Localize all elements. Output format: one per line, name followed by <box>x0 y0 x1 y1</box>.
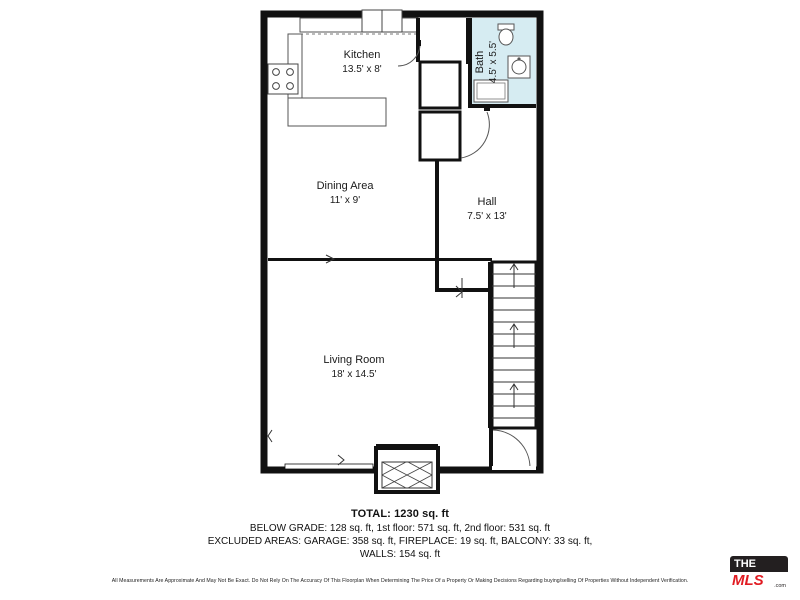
stair-wall-left <box>488 262 492 428</box>
logo-top-bar <box>730 556 788 573</box>
label-kitchen-name: Kitchen <box>343 49 381 61</box>
total-sqft: TOTAL: 1230 sq. ft <box>351 508 449 520</box>
staircase <box>488 262 536 428</box>
window-living-south <box>285 464 373 469</box>
entry-threshold <box>492 466 536 470</box>
half-wall-horizontal <box>268 258 436 261</box>
closet-upper <box>420 62 460 108</box>
half-wall-horizontal-right <box>434 258 492 261</box>
fireplace-bay <box>376 444 438 492</box>
wall-hall-bottom <box>435 288 495 292</box>
logo-dotcom-text: .com <box>774 583 786 589</box>
toilet-fixture <box>498 24 514 45</box>
range-fixture <box>268 64 298 94</box>
label-hall-name: Hall <box>477 196 497 208</box>
wall-dining-hall <box>435 160 439 292</box>
label-living-dim: 18' x 14.5' <box>331 369 377 380</box>
logo-bottom-bar <box>730 572 788 590</box>
excluded-areas-line: EXCLUDED AREAS: GARAGE: 358 sq. ft, FIREPLACE: 19 sq. ft, BALCONY: 33 sq. ft, <box>207 536 593 547</box>
fireplace-top-wall <box>376 444 438 449</box>
bath-wall-bottom <box>468 104 536 108</box>
wall-bath-left-upper <box>466 18 470 64</box>
mls-logo <box>730 556 788 590</box>
kitchen-door-jamb <box>418 40 421 46</box>
label-bath-name: Bath <box>474 50 486 74</box>
kitchen-island <box>288 98 386 126</box>
walls-line: WALLS: 154 sq. ft <box>359 549 441 560</box>
label-kitchen-dim: 13.5' x 8' <box>342 64 382 75</box>
area-summary <box>0 508 800 561</box>
entry-door-panel <box>489 428 493 470</box>
label-bath-dim: 4.5' x 5.5' <box>488 40 499 84</box>
logo-mls-text: MLS <box>732 572 764 589</box>
label-living-name: Living Room <box>323 354 385 366</box>
label-dining-name: Dining Area <box>316 180 374 192</box>
label-hall-dim: 7.5' x 13' <box>467 211 507 222</box>
sink-fixture <box>508 56 530 78</box>
disclaimer-text: All Measurements Are Approximate And May Not Be Exact. Do Not Rely On The Accuracy Of This Floorplan When Determining The Price Of a Property Or Making Decisions Regarding buying/selling Of Properties Without Independent Verification. <box>111 578 689 584</box>
logo-the-text: THE <box>734 558 756 570</box>
closet-lower <box>420 112 460 160</box>
label-dining-dim: 11' x 9' <box>329 195 361 206</box>
below-grade-line: BELOW GRADE: 128 sq. ft, 1st floor: 571 sq. ft, 2nd floor: 531 sq. ft <box>249 523 551 534</box>
closet-door-jamb <box>484 108 490 111</box>
